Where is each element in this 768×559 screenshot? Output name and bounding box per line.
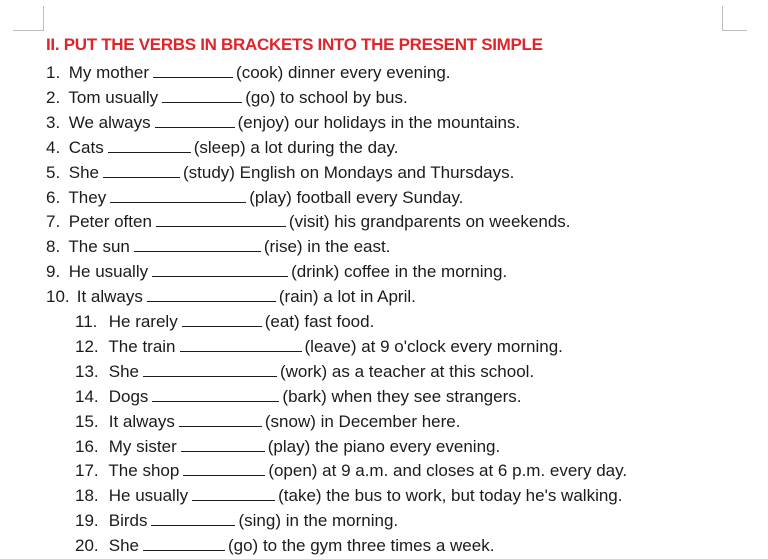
exercise-rest: (play) the piano every evening. bbox=[267, 436, 501, 456]
answer-blank[interactable] bbox=[181, 437, 265, 452]
exercise-item bbox=[75, 510, 398, 532]
page-corner-mark-right bbox=[722, 6, 747, 31]
exercise-number: 15. bbox=[75, 411, 99, 431]
exercise-subject: The sun bbox=[68, 237, 130, 257]
exercise-subject: My mother bbox=[68, 63, 150, 82]
exercise-number: 16. bbox=[75, 436, 99, 456]
exercise-rest: (enjoy) our holidays in the mountains. bbox=[237, 112, 521, 132]
exercise-number: 13. bbox=[75, 361, 99, 381]
exercise-subject: The shop bbox=[108, 461, 180, 481]
exercise-rest: (drink) coffee in the morning. bbox=[291, 262, 508, 282]
exercise-rest: (rise) in the east. bbox=[263, 237, 391, 257]
exercise-number: 4. bbox=[46, 137, 61, 157]
answer-blank[interactable] bbox=[143, 536, 225, 551]
exercise-subject: He usually bbox=[108, 486, 189, 506]
exercise-rest: (take) the bus to work, but today he's walking. bbox=[278, 486, 623, 506]
exercise-number: 11. bbox=[75, 312, 98, 331]
exercise-subject: She bbox=[108, 536, 139, 556]
exercise-item bbox=[46, 137, 398, 159]
exercise-item bbox=[46, 261, 507, 283]
exercise-item bbox=[46, 187, 463, 209]
exercise-item bbox=[75, 336, 563, 358]
exercise-rest: (play) football every Sunday. bbox=[249, 187, 464, 207]
exercise-number: 17. bbox=[75, 461, 99, 481]
exercise-item bbox=[75, 311, 374, 333]
exercise-subject: My sister bbox=[108, 436, 177, 456]
exercise-number: 5. bbox=[46, 162, 61, 182]
exercise-rest: (bark) when they see strangers. bbox=[282, 386, 522, 406]
answer-blank[interactable] bbox=[108, 138, 191, 153]
answer-blank[interactable] bbox=[103, 163, 180, 178]
exercise-subject: It always bbox=[76, 287, 143, 307]
exercise-number: 8. bbox=[46, 237, 61, 257]
exercise-heading: II. PUT THE VERBS IN BRACKETS INTO THE PRESENT SIMPLE bbox=[46, 35, 543, 54]
exercise-rest: (snow) in December here. bbox=[264, 411, 461, 431]
exercise-rest: (sing) in the morning. bbox=[238, 511, 399, 531]
exercise-rest: (visit) his grandparents on weekends. bbox=[288, 212, 571, 232]
answer-blank[interactable] bbox=[156, 212, 286, 227]
exercise-subject: They bbox=[68, 187, 107, 207]
answer-blank[interactable] bbox=[151, 511, 235, 526]
exercise-item bbox=[75, 485, 622, 507]
exercise-subject: He usually bbox=[68, 262, 149, 282]
exercise-item bbox=[75, 460, 627, 482]
exercise-subject: She bbox=[68, 162, 99, 182]
exercise-rest: (go) to school by bus. bbox=[245, 87, 408, 107]
exercise-rest: (work) as a teacher at this school. bbox=[279, 361, 535, 381]
answer-blank[interactable] bbox=[152, 387, 279, 402]
exercise-item bbox=[75, 361, 534, 383]
exercise-number: 3. bbox=[46, 112, 61, 132]
exercise-subject: We always bbox=[68, 112, 151, 132]
exercise-rest: (cook) dinner every evening. bbox=[236, 63, 451, 82]
exercise-item bbox=[46, 87, 408, 109]
exercise-number: 10. bbox=[46, 287, 70, 307]
exercise-item bbox=[46, 112, 520, 134]
answer-blank[interactable] bbox=[182, 312, 262, 327]
exercise-rest: (eat) fast food. bbox=[264, 312, 375, 331]
exercise-number: 14. bbox=[75, 386, 99, 406]
exercise-subject: She bbox=[108, 361, 139, 381]
exercise-rest: (leave) at 9 o'clock every morning. bbox=[304, 336, 563, 356]
exercise-number: 2. bbox=[46, 87, 61, 107]
exercise-number: 20. bbox=[75, 536, 99, 556]
exercise-number: 18. bbox=[75, 486, 99, 506]
exercise-item bbox=[46, 162, 514, 184]
exercise-item bbox=[46, 286, 416, 308]
answer-blank[interactable] bbox=[147, 287, 276, 302]
answer-blank[interactable] bbox=[192, 486, 275, 501]
exercise-subject: Dogs bbox=[108, 386, 149, 406]
answer-blank[interactable] bbox=[134, 237, 261, 252]
exercise-number: 6. bbox=[46, 187, 61, 207]
exercise-item bbox=[46, 62, 451, 84]
exercise-number: 7. bbox=[46, 212, 61, 232]
answer-blank[interactable] bbox=[153, 63, 233, 78]
exercise-subject: Peter often bbox=[68, 212, 152, 232]
exercise-number: 1. bbox=[46, 63, 61, 82]
exercise-subject: The train bbox=[108, 336, 176, 356]
exercise-subject: It always bbox=[108, 411, 175, 431]
answer-blank[interactable] bbox=[180, 337, 302, 352]
exercise-item bbox=[75, 535, 494, 557]
answer-blank[interactable] bbox=[183, 461, 265, 476]
exercise-rest: (study) English on Mondays and Thursdays. bbox=[182, 162, 515, 182]
answer-blank[interactable] bbox=[110, 188, 246, 203]
answer-blank[interactable] bbox=[162, 88, 242, 103]
exercise-item bbox=[75, 411, 460, 433]
exercise-subject: Cats bbox=[68, 137, 104, 157]
exercise-subject: Birds bbox=[108, 511, 148, 531]
exercise-number: 19. bbox=[75, 511, 99, 531]
answer-blank[interactable] bbox=[143, 362, 277, 377]
exercise-rest: (rain) a lot in April. bbox=[278, 287, 416, 307]
exercise-subject: Tom usually bbox=[68, 87, 159, 107]
exercise-item bbox=[46, 236, 390, 258]
answer-blank[interactable] bbox=[152, 262, 288, 277]
answer-blank[interactable] bbox=[155, 113, 235, 128]
exercise-rest: (go) to the gym three times a week. bbox=[227, 536, 495, 556]
exercise-rest: (sleep) a lot during the day. bbox=[193, 137, 399, 157]
answer-blank[interactable] bbox=[179, 412, 262, 427]
exercise-item bbox=[75, 386, 521, 408]
page-corner-mark-left bbox=[13, 6, 44, 31]
exercise-subject: He rarely bbox=[108, 312, 178, 331]
exercise-item bbox=[75, 436, 500, 458]
exercise-number: 12. bbox=[75, 336, 99, 356]
exercise-number: 9. bbox=[46, 262, 61, 282]
exercise-rest: (open) at 9 a.m. and closes at 6 p.m. every day. bbox=[268, 461, 628, 481]
exercise-item bbox=[46, 211, 571, 233]
